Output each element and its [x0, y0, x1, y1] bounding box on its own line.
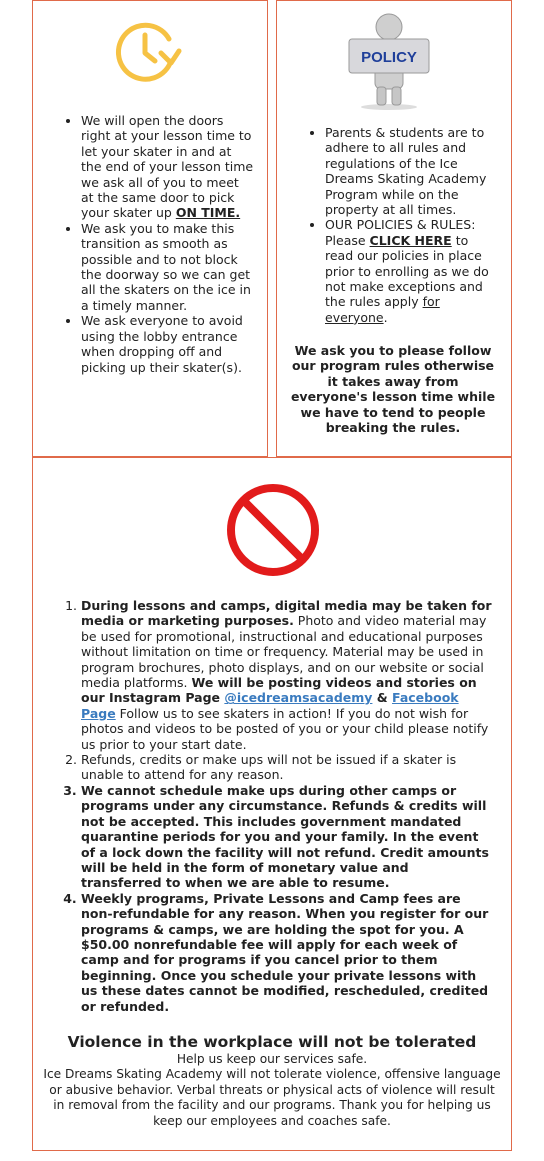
violence-text: Help us keep our services safe. Ice Dreams Skating Academy will not tolerate violence, offensive language or abusive behavior. Verbal threats or physical acts of violence will result in removal from the facility and our programs. Thank you for helping us keep our employees and coaches safe. [43, 1052, 501, 1128]
list-item: • OUR POLICIES & RULES: Please CLICK HERE to read our policies in place prior to enrolling as we do not make exceptions and the rules apply for everyone. [325, 217, 495, 325]
policy-list [33, 598, 507, 1014]
click-here-link[interactable]: CLICK HERE [369, 232, 452, 248]
policy-note: We ask you to please follow our program rules otherwise it takes away from everyone's lesson time while we have to tend to people breaking the rules. [290, 343, 496, 436]
policy-sign-text: POLICY [361, 49, 417, 66]
door-policy-card [32, 0, 268, 457]
program-rules-card [276, 0, 512, 457]
list-item: • Parents & students are to adhere to all rules and regulations of the Ice Dreams Skating Academy Program while on the property at all times. [325, 125, 495, 217]
list-item: 1. During lessons and camps, digital media may be taken for media or marketing purposes. Photo and video material may be used for promotional, instructional and educational purposes without limitation on time or frequency. Material may be used in program brochures, photo displays, and on our website or social media platforms. We will be posting videos and stories on our Instagram Page @icedreamsacademy & Facebook Page Follow us to see skaters in action! If you do not wish for photos and videos to be posted of you or your child please notify us prior to your start date. [81, 598, 493, 752]
list-item: • We ask you to make this transition as smooth as possible and to not block the doorway so we can get all the skaters on the ice in a timely manner. [81, 221, 255, 313]
violence-heading: Violence in the workplace will not be tolerated [67, 1033, 477, 1051]
prohibited-icon [225, 482, 321, 578]
list-item: • We ask everyone to avoid using the lobby entrance when dropping off and picking up their skater(s). [81, 313, 255, 375]
door-policy-list [33, 113, 265, 375]
media-refund-policy-card [32, 457, 512, 1151]
list-item: 4. Weekly programs, Private Lessons and Camp fees are non-refundable for any reason. When you register for our programs & camps, we are holding the spot for you. A $50.00 nonrefundable fee will apply for each week of camp and for programs if you cancel prior to them beginning. Once you schedule your private lessons with us these dates cannot be modified, rescheduled, credited or refunded. [81, 891, 493, 1014]
policy-figure-icon [347, 7, 431, 111]
instagram-link[interactable]: @icedreamsacademy [224, 690, 373, 706]
list-item: • We will open the doors right at your lesson time to let your skater in and at the end of your lesson time we ask all of you to meet at the same door to pick your skater up ON TIME. [81, 113, 255, 221]
clock-icon [113, 17, 183, 87]
program-rules-list [277, 125, 509, 325]
for-everyone-link[interactable]: for everyone [325, 294, 440, 325]
list-item: 3. We cannot schedule make ups during other camps or programs under any circumstance. Refunds & credits will not be accepted. This includes government mandated quarantine periods for you and your family. In the event of a lock down the facility will not refund. Credit amounts will be held in the form of monetary value and transferred to when we are able to resume. [81, 783, 493, 891]
facebook-link[interactable]: Facebook Page [81, 690, 459, 721]
list-item: 2. Refunds, credits or make ups will not be issued if a skater is unable to attend for any reason. [81, 752, 493, 783]
